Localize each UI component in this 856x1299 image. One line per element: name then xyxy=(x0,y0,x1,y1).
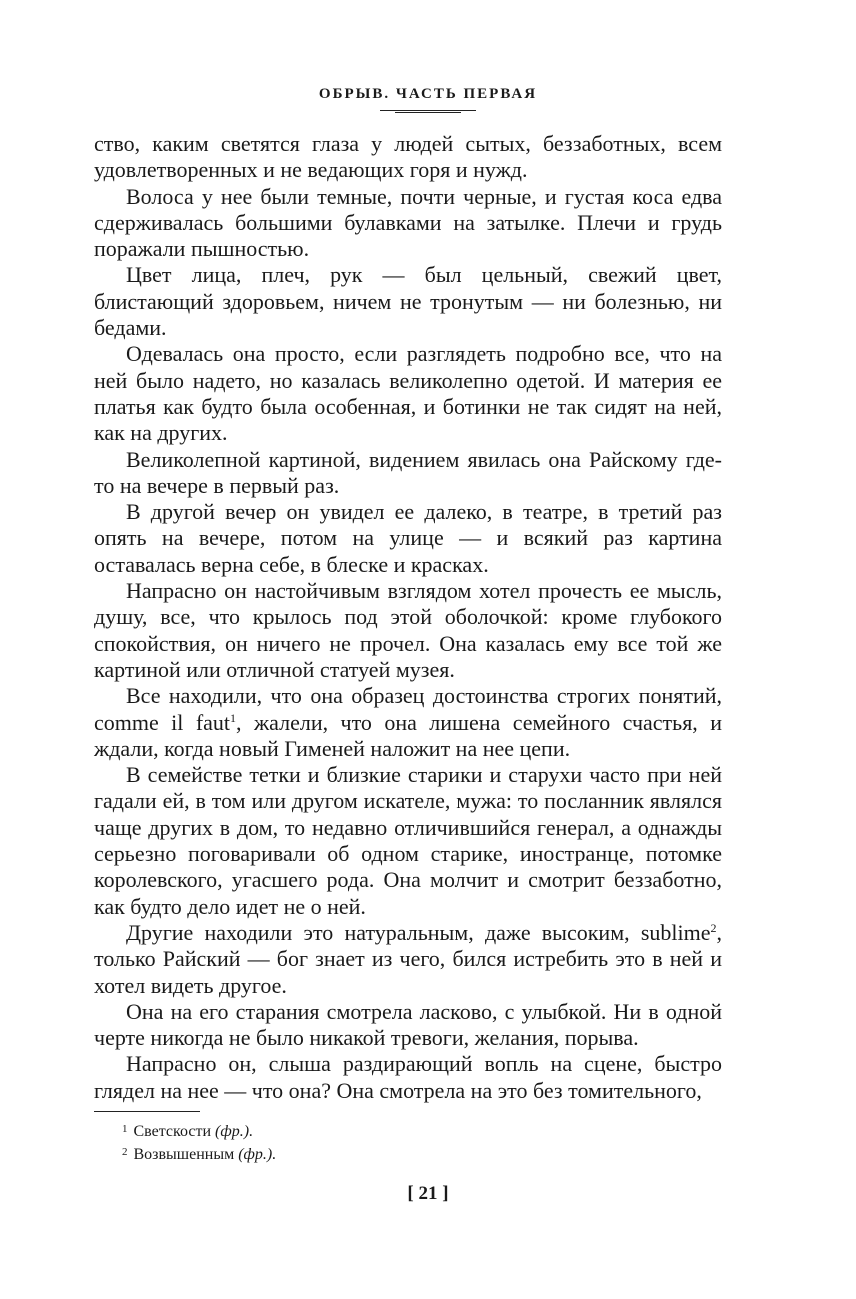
page-number: [ 21 ] xyxy=(407,1183,449,1204)
footnote-ref[interactable]: 2 xyxy=(710,920,717,935)
paragraph: Напрасно он настойчивым взглядом хотел прочесть ее мысль, душу, все, что крылось под этой оболочкой: кроме глубокого спокойствия, он ничего не прочел. Она казалась ему все той же картиной или отличной статуей музея. xyxy=(94,578,722,682)
footnote-lang: (фр.). xyxy=(238,1146,277,1163)
paragraph xyxy=(94,683,722,762)
main-text xyxy=(94,131,722,1104)
paragraph: В другой вечер он увидел ее далеко, в театре, в третий раз опять на вечере, потом на улице — и всякий раз картина оставалась верна себе, в блеске и красках. xyxy=(94,499,722,577)
paragraph-text: , жалели, что она лишена семейного счастья, и ждали, когда новый Гименей наложит на нее цепи. xyxy=(94,709,723,761)
paragraph: Одевалась она просто, если разглядеть подробно все, что на ней было надето, но казалась великолепно одетой. И материя ее платья как будто была особенная, и ботинки не так сидят на ней, как на других. xyxy=(94,341,722,446)
footnote-lang: (фр.). xyxy=(215,1123,254,1140)
footnote-number: 2 xyxy=(122,1146,128,1158)
footnote-number: 1 xyxy=(122,1123,128,1135)
paragraph-text: Другие находили это натуральным, даже высоким, sublime xyxy=(126,919,711,945)
paragraph xyxy=(94,920,722,999)
paragraph: Цвет лица, плеч, рук — был цельный, свежий цвет, блистающий здоровьем, ничем не тронутым — ни болезнью, ни бедами. xyxy=(94,262,722,341)
paragraph: ство, каким светятся глаза у людей сытых, беззаботных, всем удовлетворенных и не ведающих горя и нужд. xyxy=(94,131,722,183)
running-title: ОБРЫВ. ЧАСТЬ ПЕРВАЯ xyxy=(318,86,538,102)
paragraph-text: Все находили, что она образец достоинства строгих понятий, comme il faut xyxy=(94,683,722,735)
footnote-rule xyxy=(94,1111,200,1112)
footnote-text: Возвышенным xyxy=(133,1146,235,1163)
footnote-ref[interactable]: 1 xyxy=(230,710,237,725)
paragraph: Она на его старания смотрела ласково, с улыбкой. Ни в одной черте никогда не было никакой тревоги, желания, порыва. xyxy=(94,998,722,1051)
header-rule-short xyxy=(395,112,461,113)
paragraph: В семействе тетки и близкие старики и старухи часто при ней гадали ей, в том или другом искателе, мужа: то посланник являлся чаще других в дом, то недавно отличившийся генерал, а однажды серьезно поговаривали об одном старике, иностранце, потомке королевского, угасшего рода. Она молчит и смотрит беззаботно, как будто дело идет не о ней. xyxy=(94,762,722,919)
paragraph: Великолепной картиной, видением явилась она Райскому где-то на вечере в первый раз. xyxy=(94,446,722,498)
paragraph: Волоса у нее были темные, почти черные, и густая коса едва сдерживалась большими булавками на затылке. Плечи и грудь поражали пышностью. xyxy=(94,183,722,262)
header-rule xyxy=(380,110,476,111)
footnote-text: Светскости xyxy=(133,1123,212,1140)
paragraph-text: , только Райский — бог знает из чего, бился истребить это в ней и хотел видеть другое. xyxy=(94,919,722,998)
footnotes xyxy=(122,1119,722,1165)
paragraph: Напрасно он, слыша раздирающий вопль на сцене, быстро глядел на нее — что она? Она смотрела на это без томительного, xyxy=(94,1051,722,1103)
footnote xyxy=(122,1119,722,1142)
footnote xyxy=(122,1142,722,1165)
